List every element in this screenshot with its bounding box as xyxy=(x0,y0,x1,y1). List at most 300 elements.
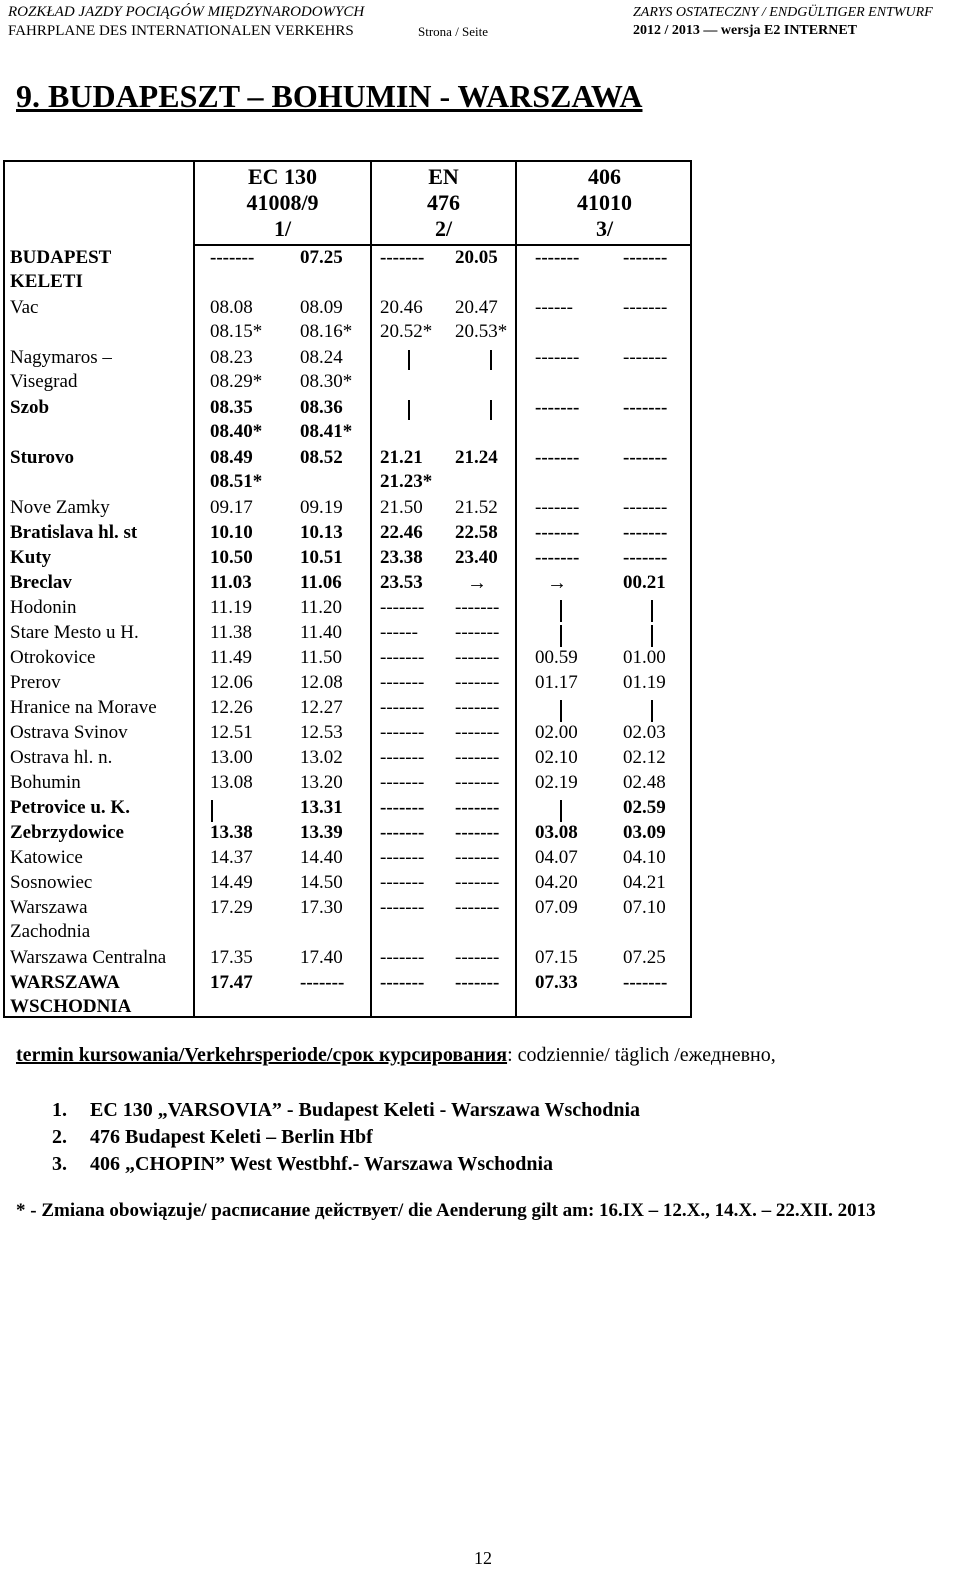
departure-time xyxy=(535,671,578,695)
time-value: 00.59 xyxy=(535,647,578,668)
departure-time xyxy=(623,771,666,795)
time-value: 08.16* xyxy=(300,321,353,342)
time-value: ------- xyxy=(455,672,500,693)
time-value: ------- xyxy=(623,972,668,993)
departure-time xyxy=(210,521,253,545)
station-name-line: Katowice xyxy=(10,847,83,868)
train-header-line: 1/ xyxy=(273,216,292,241)
time-value: 11.20 xyxy=(300,597,343,618)
departure-time xyxy=(623,296,667,320)
departure-time xyxy=(210,571,252,595)
time-value: ------- xyxy=(210,247,255,268)
departure-time xyxy=(300,546,343,570)
departure-time xyxy=(210,946,253,970)
pass-through-mark xyxy=(560,700,562,722)
station-name xyxy=(10,246,111,294)
station-name-line: Hranice na Morave xyxy=(10,697,157,718)
time-value: ------- xyxy=(380,722,425,743)
departure-time xyxy=(535,746,578,770)
time-value: 11.50 xyxy=(300,647,343,668)
pass-through-mark xyxy=(211,800,213,822)
time-value: ------- xyxy=(535,247,580,268)
station-name xyxy=(10,546,51,570)
departure-time xyxy=(623,971,667,995)
departure-time xyxy=(535,721,578,745)
time-value: 13.08 xyxy=(210,772,253,793)
legend-item xyxy=(52,1097,640,1124)
station-name-line: Warszawa xyxy=(10,897,88,918)
station-name xyxy=(10,671,61,695)
train-header-406 xyxy=(517,164,692,244)
station-name-line: WSCHODNIA xyxy=(10,996,132,1017)
departure-time xyxy=(623,546,667,570)
time-value: ------- xyxy=(455,772,500,793)
time-value: 08.23 xyxy=(210,347,253,368)
legend-item xyxy=(52,1151,640,1178)
time-value: 08.51* xyxy=(210,471,263,492)
header-version-label: 2012 / 2013 — wersja E2 INTERNET xyxy=(633,23,858,38)
departure-time xyxy=(455,821,499,845)
time-value: 07.25 xyxy=(623,947,666,968)
time-value: 22.46 xyxy=(380,522,423,543)
departure-time xyxy=(380,571,423,595)
time-value: 12.51 xyxy=(210,722,253,743)
time-value: 02.19 xyxy=(535,772,578,793)
time-value: 23.40 xyxy=(455,547,498,568)
departure-time xyxy=(300,346,352,394)
departure-time xyxy=(210,821,253,845)
station-name xyxy=(10,296,38,320)
service-period-note xyxy=(16,1044,776,1067)
train-header-ec130 xyxy=(195,164,370,244)
departure-time xyxy=(300,446,343,470)
station-name-line: WARSZAWA xyxy=(10,972,120,993)
departure-time xyxy=(455,971,499,995)
train-header-line: 2/ xyxy=(434,216,453,241)
service-period-value: : codziennie/ täglich /ежедневно, xyxy=(507,1044,776,1066)
time-value: 08.09 xyxy=(300,297,343,318)
departure-time xyxy=(300,246,343,270)
time-value: 20.52* xyxy=(380,321,433,342)
departure-time xyxy=(210,621,252,645)
departure-time xyxy=(380,796,424,820)
station-name-line: Otrokovice xyxy=(10,647,96,668)
departure-time xyxy=(455,896,499,920)
time-value: 23.38 xyxy=(380,547,423,568)
time-value: ------- xyxy=(380,597,425,618)
departure-time xyxy=(210,971,253,995)
time-value: ------ xyxy=(380,622,418,643)
time-value: 08.41* xyxy=(300,421,353,442)
departure-time xyxy=(455,771,499,795)
time-value: 17.47 xyxy=(210,972,253,993)
station-name-line: Zachodnia xyxy=(10,921,91,942)
pass-through-mark xyxy=(490,400,492,420)
time-value: 22.58 xyxy=(455,522,498,543)
time-value: 11.06 xyxy=(300,572,342,593)
legend-num: 1. xyxy=(52,1099,67,1121)
departure-time xyxy=(380,646,424,670)
header-title-pl: ROZKŁAD JAZDY POCIĄGÓW MIĘDZYNARODOWYCH xyxy=(8,4,365,20)
departure-time xyxy=(300,571,342,595)
train-header-line: 3/ xyxy=(595,216,614,241)
time-value: 12.26 xyxy=(210,697,253,718)
time-value: ------- xyxy=(455,797,500,818)
time-value: 02.10 xyxy=(535,747,578,768)
departure-time xyxy=(623,896,666,920)
departure-time xyxy=(623,821,666,845)
departure-time xyxy=(380,946,424,970)
departure-time xyxy=(535,946,578,970)
time-value: 07.25 xyxy=(300,247,343,268)
legend-text: 476 Budapest Keleti – Berlin Hbf xyxy=(90,1126,373,1148)
time-value: ------- xyxy=(380,947,425,968)
time-value: ------- xyxy=(380,772,425,793)
time-value: 21.50 xyxy=(380,497,423,518)
connection-arrow: → xyxy=(467,572,487,594)
time-value: ------- xyxy=(535,347,580,368)
time-value: 02.59 xyxy=(623,797,666,818)
departure-time xyxy=(210,746,253,770)
legend-text: 406 „CHOPIN” West Westbhf.- Warszawa Wschodnia xyxy=(90,1153,554,1175)
time-value: 17.29 xyxy=(210,897,253,918)
legend-item xyxy=(52,1124,640,1151)
departure-time xyxy=(623,346,667,370)
time-value: ------- xyxy=(380,972,425,993)
time-value: ------- xyxy=(535,447,580,468)
departure-time xyxy=(300,296,352,344)
departure-time xyxy=(380,696,424,720)
pass-through-mark xyxy=(651,625,653,647)
time-value: ------- xyxy=(455,747,500,768)
pass-through-mark xyxy=(560,800,562,822)
station-name xyxy=(10,496,110,520)
departure-time xyxy=(535,246,579,270)
departure-time xyxy=(623,846,666,870)
header-page-label: Strona / Seite xyxy=(418,24,489,39)
pass-through-mark xyxy=(408,350,410,370)
station-name xyxy=(10,596,77,620)
station-name-line: Bratislava hl. st xyxy=(10,522,138,543)
departure-time xyxy=(623,396,667,420)
time-value: 12.08 xyxy=(300,672,343,693)
time-value: 10.51 xyxy=(300,547,343,568)
time-value: ------- xyxy=(380,847,425,868)
departure-time xyxy=(210,646,252,670)
time-value: ------- xyxy=(380,247,425,268)
departure-time xyxy=(380,496,423,520)
schedule-change-note: * - Zmiana obowiązuje/ расписание действует/ die Aenderung gilt am: 16.IX – 12.X., 14.X. – 22.XII. 2013 xyxy=(16,1200,876,1221)
departure-time xyxy=(210,396,262,444)
time-value: ------- xyxy=(380,822,425,843)
station-name xyxy=(10,821,124,845)
station-name xyxy=(10,396,49,420)
station-name-line: Vac xyxy=(10,297,39,318)
departure-time xyxy=(380,871,424,895)
legend-text: EC 130 „VARSOVIA” - Budapest Keleti - Warszawa Wschodnia xyxy=(90,1099,641,1121)
departure-time xyxy=(300,746,343,770)
time-value: 02.12 xyxy=(623,747,666,768)
time-value: 13.38 xyxy=(210,822,253,843)
station-name xyxy=(10,971,131,1019)
departure-time xyxy=(380,621,418,645)
time-value: 21.21 xyxy=(380,447,423,468)
departure-time xyxy=(623,496,667,520)
time-value: 11.03 xyxy=(210,572,252,593)
time-value: 14.49 xyxy=(210,872,253,893)
pass-through-mark xyxy=(651,700,653,722)
time-value: 02.48 xyxy=(623,772,666,793)
departure-time xyxy=(380,746,424,770)
departure-time xyxy=(455,446,498,470)
time-value: 08.40* xyxy=(210,421,263,442)
departure-time xyxy=(535,496,579,520)
station-name xyxy=(10,771,81,795)
time-value: ------- xyxy=(380,672,425,693)
time-value: 02.03 xyxy=(623,722,666,743)
departure-time xyxy=(210,871,253,895)
departure-time xyxy=(535,821,578,845)
departure-time xyxy=(455,871,499,895)
departure-time xyxy=(623,446,667,470)
departure-time xyxy=(300,696,343,720)
page-title: 9. BUDAPESZT – BOHUMIN - WARSZAWA xyxy=(16,78,643,114)
time-value: 07.15 xyxy=(535,947,578,968)
time-value: 11.19 xyxy=(210,597,253,618)
departure-time xyxy=(455,846,499,870)
departure-time xyxy=(380,896,424,920)
time-value: 17.40 xyxy=(300,947,343,968)
departure-time xyxy=(623,746,666,770)
time-value: 04.10 xyxy=(623,847,666,868)
departure-time xyxy=(535,846,578,870)
time-value: 07.10 xyxy=(623,897,666,918)
time-value: 07.09 xyxy=(535,897,578,918)
page-number: 12 xyxy=(474,1548,492,1568)
time-value: 08.24 xyxy=(300,347,343,368)
station-name-line: Kuty xyxy=(10,547,52,568)
train-header-line: 476 xyxy=(427,190,460,215)
pass-through-mark xyxy=(560,625,562,647)
time-value: 11.40 xyxy=(300,622,343,643)
departure-time xyxy=(210,671,253,695)
departure-time xyxy=(535,771,578,795)
departure-time xyxy=(623,946,666,970)
time-value: 08.36 xyxy=(300,397,343,418)
departure-time xyxy=(210,446,262,494)
train-legend xyxy=(52,1097,640,1178)
departure-time xyxy=(300,496,343,520)
departure-time xyxy=(455,746,499,770)
time-value: ------- xyxy=(380,872,425,893)
time-value: 13.39 xyxy=(300,822,343,843)
station-name xyxy=(10,871,92,895)
departure-time xyxy=(210,296,262,344)
departure-time xyxy=(455,946,499,970)
departure-time xyxy=(300,621,342,645)
timetable xyxy=(3,160,692,1018)
time-value: 00.21 xyxy=(623,572,666,593)
time-value: 08.15* xyxy=(210,321,263,342)
station-name-line: Sturovo xyxy=(10,447,75,468)
departure-time xyxy=(300,796,343,820)
time-value: ------- xyxy=(623,347,668,368)
time-value: 20.47 xyxy=(455,297,498,318)
pass-through-mark xyxy=(560,600,562,622)
time-value: ------- xyxy=(455,847,500,868)
station-name-line: BUDAPEST xyxy=(10,247,112,268)
departure-time xyxy=(535,646,578,670)
departure-time xyxy=(210,771,253,795)
station-name xyxy=(10,521,137,545)
departure-time xyxy=(455,296,507,344)
train-header-line: EN xyxy=(428,164,459,189)
departure-time xyxy=(380,446,432,494)
departure-time xyxy=(623,246,667,270)
legend-num: 3. xyxy=(52,1153,67,1175)
time-value: 12.06 xyxy=(210,672,253,693)
departure-time xyxy=(300,871,343,895)
time-value: 08.35 xyxy=(210,397,253,418)
time-value: 17.35 xyxy=(210,947,253,968)
station-name xyxy=(10,946,166,970)
station-name-line: Petrovice u. K. xyxy=(10,797,130,818)
time-value: 02.00 xyxy=(535,722,578,743)
station-name-line: Hodonin xyxy=(10,597,77,618)
time-value: ------- xyxy=(455,697,500,718)
departure-time xyxy=(380,521,423,545)
time-value: ------- xyxy=(455,872,500,893)
departure-time xyxy=(455,596,499,620)
header-draft-label: ZARYS OSTATECZNY / ENDGÜLTIGER ENTWURF xyxy=(633,5,933,20)
station-name-line: Szob xyxy=(10,397,50,418)
departure-time xyxy=(455,696,499,720)
station-name-line: Ostrava hl. n. xyxy=(10,747,113,768)
departure-time xyxy=(300,596,342,620)
departure-time xyxy=(210,496,253,520)
station-name xyxy=(10,346,112,394)
departure-time xyxy=(623,571,666,595)
station-name-line: Bohumin xyxy=(10,772,81,793)
time-value: 14.37 xyxy=(210,847,253,868)
station-name-line: Breclav xyxy=(10,572,72,593)
time-value: 20.53* xyxy=(455,321,508,342)
time-value: ------- xyxy=(623,297,668,318)
time-value: ------- xyxy=(455,947,500,968)
departure-time xyxy=(535,971,578,995)
time-value: 21.24 xyxy=(455,447,498,468)
time-value: 10.50 xyxy=(210,547,253,568)
station-name-line: Zebrzydowice xyxy=(10,822,124,843)
service-period-label: termin kursowania/Verkehrsperiode/срок курсирования xyxy=(16,1044,508,1066)
time-value: 09.17 xyxy=(210,497,253,518)
departure-time xyxy=(300,721,343,745)
departure-time xyxy=(535,296,573,320)
train-header-line: EC 130 xyxy=(247,164,318,189)
legend-num: 2. xyxy=(52,1126,67,1148)
time-value: 08.30* xyxy=(300,371,353,392)
pass-through-mark xyxy=(490,350,492,370)
time-value: ------- xyxy=(455,897,500,918)
departure-time xyxy=(210,896,253,920)
time-value: 10.10 xyxy=(210,522,253,543)
time-value: 21.52 xyxy=(455,497,498,518)
departure-time xyxy=(535,346,579,370)
departure-time xyxy=(623,646,666,670)
pass-through-mark xyxy=(408,400,410,420)
time-value: ------ xyxy=(535,297,573,318)
time-value: 12.53 xyxy=(300,722,343,743)
station-name-line: Visegrad xyxy=(10,371,78,392)
time-value: 12.27 xyxy=(300,697,343,718)
time-value: ------- xyxy=(623,247,668,268)
departure-time xyxy=(380,546,423,570)
departure-time xyxy=(455,646,499,670)
time-value: 10.13 xyxy=(300,522,343,543)
time-value: ------- xyxy=(455,622,500,643)
departure-time xyxy=(380,596,424,620)
station-name-line: Sosnowiec xyxy=(10,872,93,893)
time-value: 13.00 xyxy=(210,747,253,768)
time-value: ------- xyxy=(455,722,500,743)
departure-time xyxy=(380,971,424,995)
station-name xyxy=(10,746,112,770)
station-name-line: Stare Mesto u H. xyxy=(10,622,139,643)
time-value: 13.02 xyxy=(300,747,343,768)
station-name xyxy=(10,846,83,870)
departure-time xyxy=(535,896,578,920)
time-value: 17.30 xyxy=(300,897,343,918)
time-value: 08.29* xyxy=(210,371,263,392)
departure-time xyxy=(300,396,352,444)
train-header-line: 406 xyxy=(588,164,621,189)
departure-time xyxy=(455,621,499,645)
time-value: 14.40 xyxy=(300,847,343,868)
time-value: ------- xyxy=(623,447,668,468)
train-header-line: 41008/9 xyxy=(246,190,319,215)
departure-time xyxy=(300,771,343,795)
time-value: 01.17 xyxy=(535,672,578,693)
time-value: 21.23* xyxy=(380,471,433,492)
time-value: 11.49 xyxy=(210,647,253,668)
station-name-line: Ostrava Svinov xyxy=(10,722,128,743)
station-name xyxy=(10,446,74,470)
time-value: ------- xyxy=(623,522,668,543)
departure-time xyxy=(210,696,253,720)
header-title-de: FAHRPLANE DES INTERNATIONALEN VERKEHRS xyxy=(8,23,354,39)
time-value: 04.21 xyxy=(623,872,666,893)
departure-time xyxy=(300,521,343,545)
time-value: ------- xyxy=(380,647,425,668)
departure-time xyxy=(380,246,424,270)
station-name xyxy=(10,696,157,720)
time-value: ------- xyxy=(380,797,425,818)
station-name xyxy=(10,896,90,944)
departure-time xyxy=(380,671,424,695)
departure-time xyxy=(623,796,666,820)
time-value: ------- xyxy=(380,897,425,918)
time-value: ------- xyxy=(380,697,425,718)
time-value: 08.08 xyxy=(210,297,253,318)
departure-time xyxy=(380,721,424,745)
station-name xyxy=(10,796,130,820)
time-value: 04.20 xyxy=(535,872,578,893)
departure-time xyxy=(535,546,579,570)
departure-time xyxy=(210,246,254,270)
departure-time xyxy=(623,721,666,745)
departure-time xyxy=(300,971,344,995)
departure-time xyxy=(455,496,498,520)
